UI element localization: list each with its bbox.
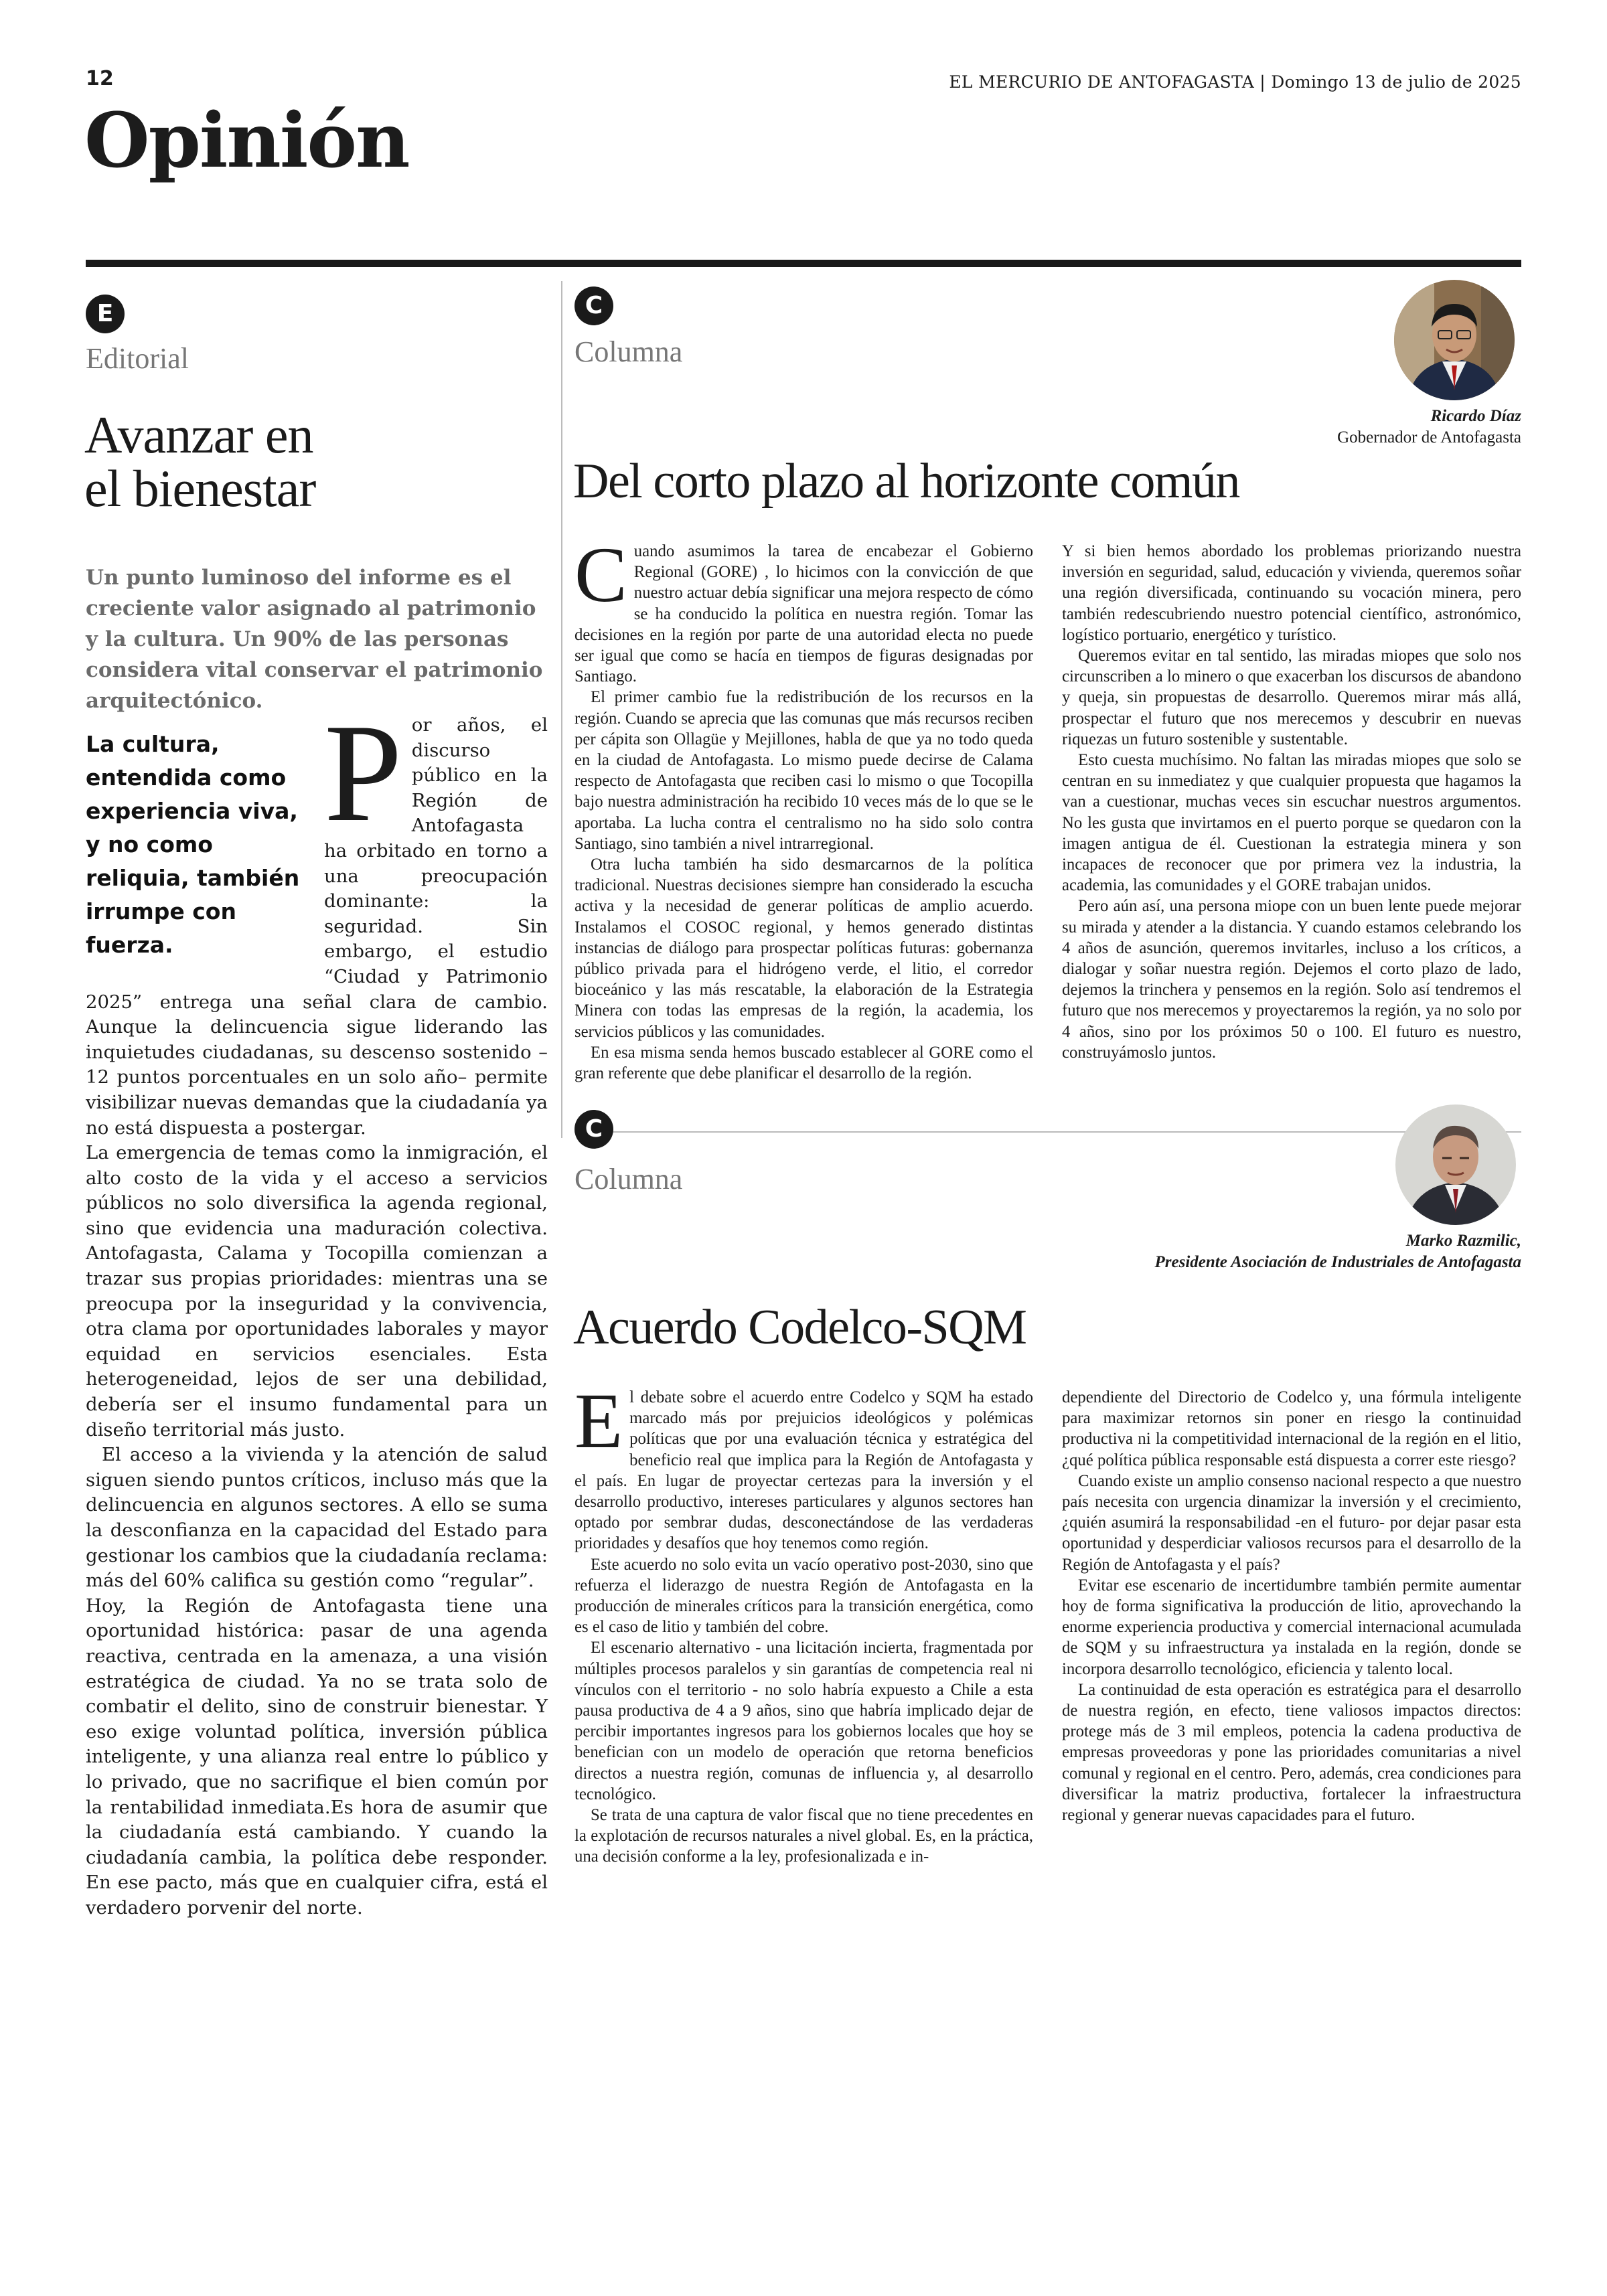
column1-headline: Del corto plazo al horizonte común bbox=[573, 454, 1239, 509]
section-title: Opinión bbox=[84, 97, 409, 185]
column1-text-left bbox=[575, 531, 1033, 1084]
column1-paragraph: Esto cuesta muchísimo. No faltan las miradas miopes que solo se centran en su inmediatez y que cualquier propuesta que hagamos la van a cuestionar, muchas veces sin escuchar nuestros argumentos. No les gusta que invirtamos en el puerto porque se quedaron con la imagen antigua de él. Cuestionan la estrategia minera y son incapaces de reconocer que por primera vez la industria, la academia, las comunidades y el GORE trabajan unidos. bbox=[1062, 751, 1521, 895]
editorial-headline-line1: Avanzar en bbox=[84, 406, 313, 464]
column2-text-right bbox=[1062, 1387, 1521, 1825]
column1-paragraph: uando asumimos la tarea de encabezar el Gobierno Regional (GORE) , lo hicimos con la convicción de que nuestro actuar debía significar una mejora respecto de cómo se ha conducido la política en nuestra región. Tomar las decisiones en la región por parte de una autoridad electa no puede ser igual que como se hacía en tiempos de figuras designadas por Santiago. bbox=[575, 542, 1033, 686]
page-number: 12 bbox=[86, 67, 114, 90]
column-divider bbox=[561, 281, 562, 1138]
portrait-icon bbox=[1394, 280, 1515, 400]
column2-author-name: Marko Razmilic, bbox=[1405, 1232, 1521, 1250]
column2-paragraph: La continuidad de esta operación es estratégica para el desarrollo de nuestra región, en efecto, tiene valiosos impactos directos: protege más de 3 mil empleos, potencia la cadena productiva de empresas proveedoras y pone las prioridades comunitarias a nivel comunal y regional en el centro. Pero, además, crea condiciones para diversificar la matriz productiva, fortalecer la infraestructura regional y generar nuevas capacidades para el futuro. bbox=[1062, 1680, 1521, 1825]
column2-paragraph: dependiente del Directorio de Codelco y, una fórmula inteligente para maximizar retornos sin poner en riesgo la continuidad productiva ni la competitividad internacional de la región en el litio, ¿qué política pública responsable está dispuesta a correr este riesgo? bbox=[1062, 1388, 1521, 1469]
editorial-deck: Un punto luminoso del informe es el creciente valor asignado al patrimonio y la cultura. Un 90% de las personas considera vital conservar el patrimonio arquitectónico. bbox=[86, 566, 543, 713]
column1-paragraph: En esa misma senda hemos buscado establecer al GORE como el gran referente que debe planificar el desarrollo de la región. bbox=[575, 1043, 1033, 1083]
portrait-icon bbox=[1395, 1104, 1516, 1225]
column1-dropcap: C bbox=[575, 531, 627, 619]
column1-author-name: Ricardo Díaz bbox=[1430, 407, 1521, 425]
editorial-paragraph: La emergencia de temas como la inmigración, el alto costo de la vida y el acceso a servicios públicos no solo diversifica la agenda regional, sino que evidencia una maduración colectiva. Antofagasta, Calama y Tocopilla comienzan a trazar sus propias prioridades: mientras una se preocupa por la inseguridad y la convivencia, otra clama por oportunidades laborales y mayor equidad en servicios esenciales. Esta heterogeneidad, lejos de ser una debilidad, debería ser el insumo fundamental para un diseño territorial más justo. bbox=[86, 1142, 548, 1441]
column2-badge: C bbox=[575, 1110, 613, 1149]
column1-paragraph: El primer cambio fue la redistribución de los recursos en la región. Cuando se aprecia que las comunas que más recursos reciben per cápita son Ollagüe y Mejillones, habla de que ya no todo queda en la ciudad de Antofagasta. Lo mismo puede decirse de Calama respecto de Antofagasta que reciben casi lo mismo o que Tocopilla bajo nuestra administración ha recibido 10 veces más de lo que se le aportaba. La lucha contra el centralismo no ha sido solo contra Santiago, sino también a nivel intrarregional. bbox=[575, 688, 1033, 853]
top-rule bbox=[86, 260, 1521, 267]
editorial-kind: Editorial bbox=[86, 342, 189, 375]
column1-author-photo bbox=[1394, 280, 1515, 400]
column2-text-left bbox=[575, 1377, 1033, 1868]
editorial-headline-line2: el bienestar bbox=[84, 459, 316, 517]
column2-dropcap: E bbox=[575, 1377, 623, 1465]
column1-paragraph: Queremos evitar en tal sentido, las miradas miopes que solo nos circunscriben a lo minero o que exacerban los discursos de abandono y queja, sin propuestas de desarrollo. Queremos mirar más allá, prospectar el futuro que nos merecemos y descubrir en nuevas riquezas un futuro sostenible y sustentable. bbox=[1062, 647, 1521, 748]
column1-text-right bbox=[1062, 541, 1521, 1063]
editorial-badge: E bbox=[86, 295, 125, 333]
masthead: EL MERCURIO DE ANTOFAGASTA | Domingo 13 de julio de 2025 bbox=[949, 72, 1521, 92]
column2-paragraph: El escenario alternativo - una licitación incierta, fragmentada por múltiples procesos paralelos y sin garantías de competencia real ni vínculos con el territorio - no solo habría expuesto a Chile a esta pausa productiva de 4 a 9 años, sino que habría implicado dejar de percibir importantes ingresos para los gobiernos locales que hoy se benefician con un modelo de operación que retorna beneficios directos a nuestra región, comunas de influencia y, al desarrollo tecnológico. bbox=[575, 1639, 1033, 1803]
editorial-pullquote: La cultura, entendida como experiencia viva, y no como reliquia, también irrumpe con fuerza. bbox=[86, 731, 300, 958]
editorial-headline bbox=[84, 408, 553, 515]
editorial-dropcap: P bbox=[324, 695, 402, 851]
column1-paragraph: Y si bien hemos abordado los problemas priorizando nuestra inversión en seguridad, salud, educación y vivienda, queremos soñar una región diversificada, continuando su vocación minera, pero también redescubriendo nuestro potencial científico, astronómico, logístico portuario, energético y turístico. bbox=[1062, 542, 1521, 644]
column2-paragraph: l debate sobre el acuerdo entre Codelco y SQM ha estado marcado más por prejuicios ideológicos y polémicas políticas que por una evaluación técnica y estratégica del beneficio real que implica para la Región de Antofagasta y el país. En lugar de proyectar certezas para la inversión y el desarrollo productivo, intereses particulares y algunos sectores han optado por sembrar dudas, desconectándose de las verdaderas prioridades y desafíos que hoy tenemos como región. bbox=[575, 1388, 1033, 1553]
editorial-body bbox=[86, 695, 548, 1921]
editorial-paragraph: Hoy, la Región de Antofagasta tiene una oportunidad histórica: pasar de una agenda reactiva, centrada en la amenaza, a una visión estratégica de ciudad. Ya no se trata solo de combatir el delito, sino de construir bienestar. Y eso exige voluntad política, inversión pública inteligente, y una alianza real entre lo público y lo privado, que no sacrifique el bien común por la rentabilidad inmediata.Es hora de asumir que la ciudadanía está cambiando. Y cuando la ciudadanía cambia, la política debe responder. En ese pacto, más que en cualquier cifra, está el verdadero porvenir del norte. bbox=[86, 1594, 548, 1918]
column2-author-photo bbox=[1395, 1104, 1516, 1225]
section-divider bbox=[575, 1131, 1521, 1133]
column2-kind: Columna bbox=[575, 1163, 683, 1196]
column1-kind: Columna bbox=[575, 335, 683, 368]
column1-paragraph: Pero aún así, una persona miope con un buen lente puede mejorar su mirada y atender a la distancia. Y cuando estamos celebrando los 4 años de asunción, queremos invitarles, incluso a los críticos, a dialogar y soñar nuestra región. Dejemos el corto plazo de lado, dejemos la trinchera y pensemos en la región. Solo así tendremos el futuro que nos merecemos y proyectaremos la región, ya no solo por 4 años, sino por los próximos 50 o 100. El futuro es nuestro, construyámoslo juntos. bbox=[1062, 897, 1521, 1062]
column2-paragraph: Se trata de una captura de valor fiscal que no tiene precedentes en la explotación de recursos naturales a nivel global. Es, en la práctica, una decisión conforme a la ley, profesionalizada e in- bbox=[575, 1806, 1033, 1866]
column2-headline: Acuerdo Codelco-SQM bbox=[573, 1300, 1026, 1355]
column1-paragraph: Otra lucha también ha sido desmarcarnos de la política tradicional. Nuestras decisiones siempre han considerado la escucha activa y la necesidad de generar políticas de amplio acuerdo. Instalamos el COSOC regional, y hemos generado distintas instancias de diálogo para prospectar políticas futuras: gobernanza público privada para el hidrógeno verde, el litio, el corredor bioceánico y las más rescatable, la elaboración de la Estrategia Minera con todas las empresas de la región, la academia, los servicios públicos y las comunidades. bbox=[575, 855, 1033, 1041]
editorial-paragraph: El acceso a la vivienda y la atención de salud siguen siendo puntos críticos, incluso más que la delincuencia en algunos sectores. A ello se suma la desconfianza en la capacidad del Estado para gestionar los cambios que la ciudadanía reclama: más del 60% califica su gestión como “regular”. bbox=[86, 1444, 548, 1592]
column1-badge: C bbox=[575, 286, 613, 325]
column2-author-role: Presidente Asociación de Industriales de Antofagasta bbox=[1154, 1253, 1521, 1271]
column1-author-role: Gobernador de Antofagasta bbox=[1337, 428, 1521, 446]
column2-paragraph: Evitar ese escenario de incertidumbre también permite aumentar hoy de forma significativa la producción de litio, aprovechando la enorme experiencia productiva y comercial internacional acumulada de SQM y su infraestructura ya instalada en la región, donde se incorpora desarrollo tecnológico, eficiencia y talento local. bbox=[1062, 1576, 1521, 1678]
column2-paragraph: Este acuerdo no solo evita un vacío operativo post-2030, sino que refuerza el liderazgo de nuestra Región de Antofagasta en la producción de minerales críticos para la transición energética, como es el caso de litio y también del cobre. bbox=[575, 1555, 1033, 1637]
editorial-paragraph: or años, el discurso público en la Región de Antofagasta ha orbitado en torno a una preocupación dominante: la seguridad. Sin embargo, el estudio “Ciudad y Patrimonio 2025” entrega una señal clara de cambio. Aunque la delincuencia sigue liderando las inquietudes ciudadanas, su descenso sostenido –12 puntos porcentuales en un solo año– permite visibilizar nuevas demandas que la ciudadanía ya no está dispuesta a postergar. bbox=[86, 714, 548, 1139]
column2-paragraph: Cuando existe un amplio consenso nacional respecto a que nuestro país necesita con urgencia dinamizar la inversión y el crecimiento, ¿quién asumirá la responsabilidad -en el futuro- por dejar pasar esta oportunidad y desperdiciar valiosos recursos para el desarrollo de la Región de Antofagasta y el país? bbox=[1062, 1471, 1521, 1574]
